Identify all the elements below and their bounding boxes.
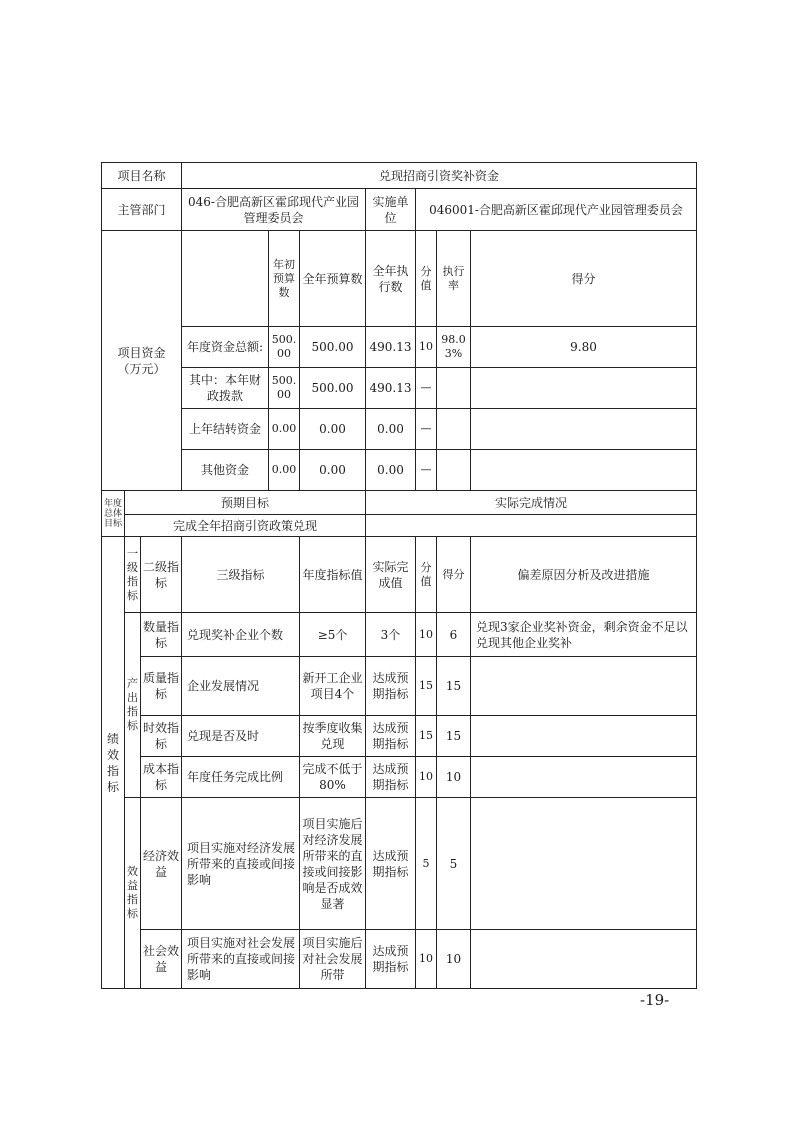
project-name: 兑现招商引资奖补资金 bbox=[181, 162, 697, 189]
funds-row-name: 上年结转资金 bbox=[181, 408, 269, 450]
perf-row-score: 15 bbox=[436, 656, 471, 716]
col-exec-rate: 执行率 bbox=[436, 230, 471, 327]
perf-row-reason bbox=[470, 715, 697, 757]
perf-row-target: 完成不低于80% bbox=[299, 756, 366, 798]
dept-label: 主管部门 bbox=[101, 188, 182, 231]
funds-row-full: 500.00 bbox=[299, 326, 366, 368]
perf-row-level3: 企业发展情况 bbox=[181, 656, 300, 716]
col-exec: 全年执行数 bbox=[365, 230, 416, 327]
perf-row-actual: 达成预期指标 bbox=[365, 756, 416, 798]
funds-row-name: 其他资金 bbox=[181, 449, 269, 491]
col-target: 年度指标值 bbox=[299, 536, 366, 613]
annual-goal-label: 年度总体目标 bbox=[101, 490, 125, 537]
actual-goal-label: 实际完成情况 bbox=[365, 490, 697, 515]
perf-row-actual: 达成预期指标 bbox=[365, 797, 416, 930]
perf-label: 绩效指标 bbox=[101, 536, 125, 989]
impl-value: 046001-合肥高新区霍邱现代产业园管理委员会 bbox=[415, 188, 697, 231]
expected-goal: 完成全年招商引资政策兑现 bbox=[124, 514, 366, 537]
col-level1: 一级指标 bbox=[124, 536, 141, 613]
dept-value: 046-合肥高新区霍邱现代产业园管理委员会 bbox=[181, 188, 366, 231]
funds-row-full: 500.00 bbox=[299, 367, 366, 409]
actual-goal bbox=[365, 514, 697, 537]
impl-label: 实施单位 bbox=[365, 188, 416, 231]
col-score: 得分 bbox=[470, 230, 697, 327]
funds-row-exec: 490.13 bbox=[365, 367, 416, 409]
perf-row-score-val: 10 bbox=[415, 756, 437, 798]
perf-row-score-val: 5 bbox=[415, 797, 437, 930]
perf-row-actual: 达成预期指标 bbox=[365, 656, 416, 716]
funds-row-rate bbox=[436, 408, 471, 450]
perf-row-score: 6 bbox=[436, 612, 471, 657]
funds-row-name: 其中：本年财政拨款 bbox=[181, 367, 269, 409]
perf-row-score: 15 bbox=[436, 715, 471, 757]
col-full-budget: 全年预算数 bbox=[299, 230, 366, 327]
funds-row-initial: 500.00 bbox=[268, 367, 300, 409]
expected-goal-label: 预期目标 bbox=[124, 490, 366, 515]
perf-row-score-val: 15 bbox=[415, 656, 437, 716]
perf-row-reason bbox=[470, 656, 697, 716]
funds-row-full: 0.00 bbox=[299, 408, 366, 450]
perf-row-score-val: 10 bbox=[415, 612, 437, 657]
col-level2: 二级指标 bbox=[140, 536, 182, 613]
funds-row-rate bbox=[436, 449, 471, 491]
funds-row-initial: 500.00 bbox=[268, 326, 300, 368]
perf-row-level3: 项目实施对经济发展所带来的直接或间接影响 bbox=[181, 797, 300, 930]
perf-row-reason bbox=[470, 756, 697, 798]
perf-row-level2: 时效指标 bbox=[140, 715, 182, 757]
perf-row-level2: 经济效益 bbox=[140, 797, 182, 930]
perf-row-level3: 兑现奖补企业个数 bbox=[181, 612, 300, 657]
perf-row-level3: 项目实施对社会发展所带来的直接或间接影响 bbox=[181, 929, 300, 989]
funds-row-name: 年度资金总额: bbox=[181, 326, 269, 368]
funds-row-full: 0.00 bbox=[299, 449, 366, 491]
col-actual: 实际完成值 bbox=[365, 536, 416, 613]
funds-row-initial: 0.00 bbox=[268, 408, 300, 450]
col-initial-budget: 年初预算数 bbox=[268, 230, 300, 327]
funds-header-blank bbox=[181, 230, 269, 327]
col-perf-score: 得分 bbox=[436, 536, 471, 613]
funds-row-score-val: — bbox=[415, 367, 437, 409]
page-number: -19- bbox=[640, 991, 670, 1009]
perf-row-actual: 达成预期指标 bbox=[365, 929, 416, 989]
perf-row-target: 新开工企业项目4个 bbox=[299, 656, 366, 716]
perf-row-level2: 质量指标 bbox=[140, 656, 182, 716]
perf-row-actual: 达成预期指标 bbox=[365, 715, 416, 757]
group-benefit: 效益指标 bbox=[124, 797, 141, 989]
perf-row-level2: 数量指标 bbox=[140, 612, 182, 657]
funds-row-rate: 98.03% bbox=[436, 326, 471, 368]
funds-row-initial: 0.00 bbox=[268, 449, 300, 491]
funds-row-score bbox=[470, 449, 697, 491]
perf-row-level2: 社会效益 bbox=[140, 929, 182, 989]
funds-row-exec: 0.00 bbox=[365, 408, 416, 450]
perf-row-level3: 兑现是否及时 bbox=[181, 715, 300, 757]
perf-row-target: ≥5个 bbox=[299, 612, 366, 657]
perf-row-level3: 年度任务完成比例 bbox=[181, 756, 300, 798]
project-name-label: 项目名称 bbox=[101, 162, 182, 189]
perf-row-reason bbox=[470, 797, 697, 930]
col-score-val: 分值 bbox=[415, 230, 437, 327]
funds-row-exec: 0.00 bbox=[365, 449, 416, 491]
perf-row-target: 按季度收集兑现 bbox=[299, 715, 366, 757]
perf-row-level2: 成本指标 bbox=[140, 756, 182, 798]
perf-row-score: 10 bbox=[436, 756, 471, 798]
funds-row-exec: 490.13 bbox=[365, 326, 416, 368]
col-perf-score-val: 分值 bbox=[415, 536, 437, 613]
funds-row-score: 9.80 bbox=[470, 326, 697, 368]
perf-row-score: 5 bbox=[436, 797, 471, 930]
funds-row-score-val: 10 bbox=[415, 326, 437, 368]
funds-row-score bbox=[470, 408, 697, 450]
col-level3: 三级指标 bbox=[181, 536, 300, 613]
funds-row-score-val: — bbox=[415, 449, 437, 491]
funds-row-rate bbox=[436, 367, 471, 409]
perf-row-target: 项目实施后对经济发展所带来的直接或间接影响是否成效显著 bbox=[299, 797, 366, 930]
funds-label: 项目资金 （万元） bbox=[101, 230, 182, 491]
funds-row-score-val: — bbox=[415, 408, 437, 450]
col-reason: 偏差原因分析及改进措施 bbox=[470, 536, 697, 613]
perf-row-score-val: 10 bbox=[415, 929, 437, 989]
perf-row-reason bbox=[470, 929, 697, 989]
funds-row-score bbox=[470, 367, 697, 409]
perf-row-reason: 兑现3家企业奖补资金，剩余资金不足以兑现其他企业奖补 bbox=[470, 612, 697, 657]
perf-row-score: 10 bbox=[436, 929, 471, 989]
group-output: 产出指标 bbox=[124, 612, 141, 798]
perf-row-actual: 3个 bbox=[365, 612, 416, 657]
perf-row-target: 项目实施后对社会发展所带 bbox=[299, 929, 366, 989]
perf-row-score-val: 15 bbox=[415, 715, 437, 757]
